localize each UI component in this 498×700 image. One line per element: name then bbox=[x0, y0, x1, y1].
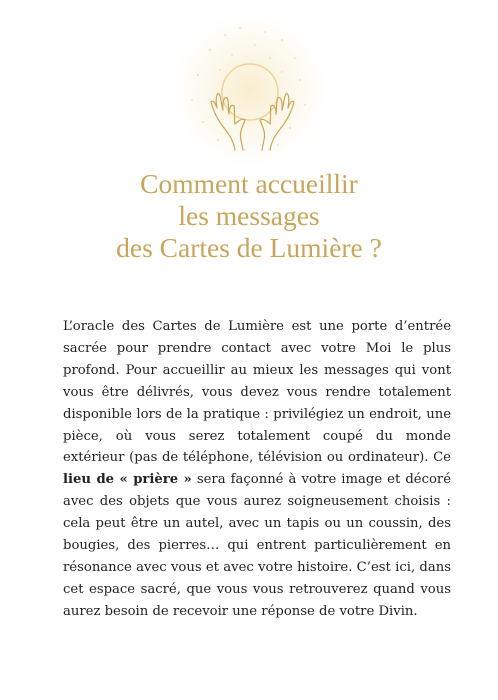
title-line: des Cartes de Lumière ? bbox=[116, 232, 382, 263]
title-line: les messages bbox=[178, 200, 320, 231]
page-title bbox=[0, 168, 498, 264]
paragraph-text-start: L’oracle des Cartes de Lumière est une porte d’entrée sacrée pour prendre contact avec votre Moi le plus profond. Pour accueillir au mieux les messages qui vont vous être délivrés, vous devez vous rendre totalement disponible lors de la pratique : privilégiez un endroit, une pièce, où vous serez totalement coupé du monde extérieur (pas de téléphone, télévision ou ordinateur). Ce bbox=[63, 319, 451, 466]
open-hands-icon bbox=[205, 80, 300, 152]
title-line: Comment accueillir bbox=[140, 168, 358, 199]
bold-phrase: lieu de « prière » bbox=[63, 472, 192, 488]
body-paragraph bbox=[63, 316, 451, 623]
paragraph-text-end: sera façonné à votre image et décoré avec des objets que vous aurez soigneusement choisis : cela peut être un autel, avec un tapis ou un coussin, des bougies, des pierres… qui entrent particulièrement en résonance avec vous et avec votre histoire. C’est ici, dans cet espace sacré, que vous vous retrouverez quand vous aurez besoin de recevoir une réponse de votre Divin. bbox=[63, 472, 451, 619]
